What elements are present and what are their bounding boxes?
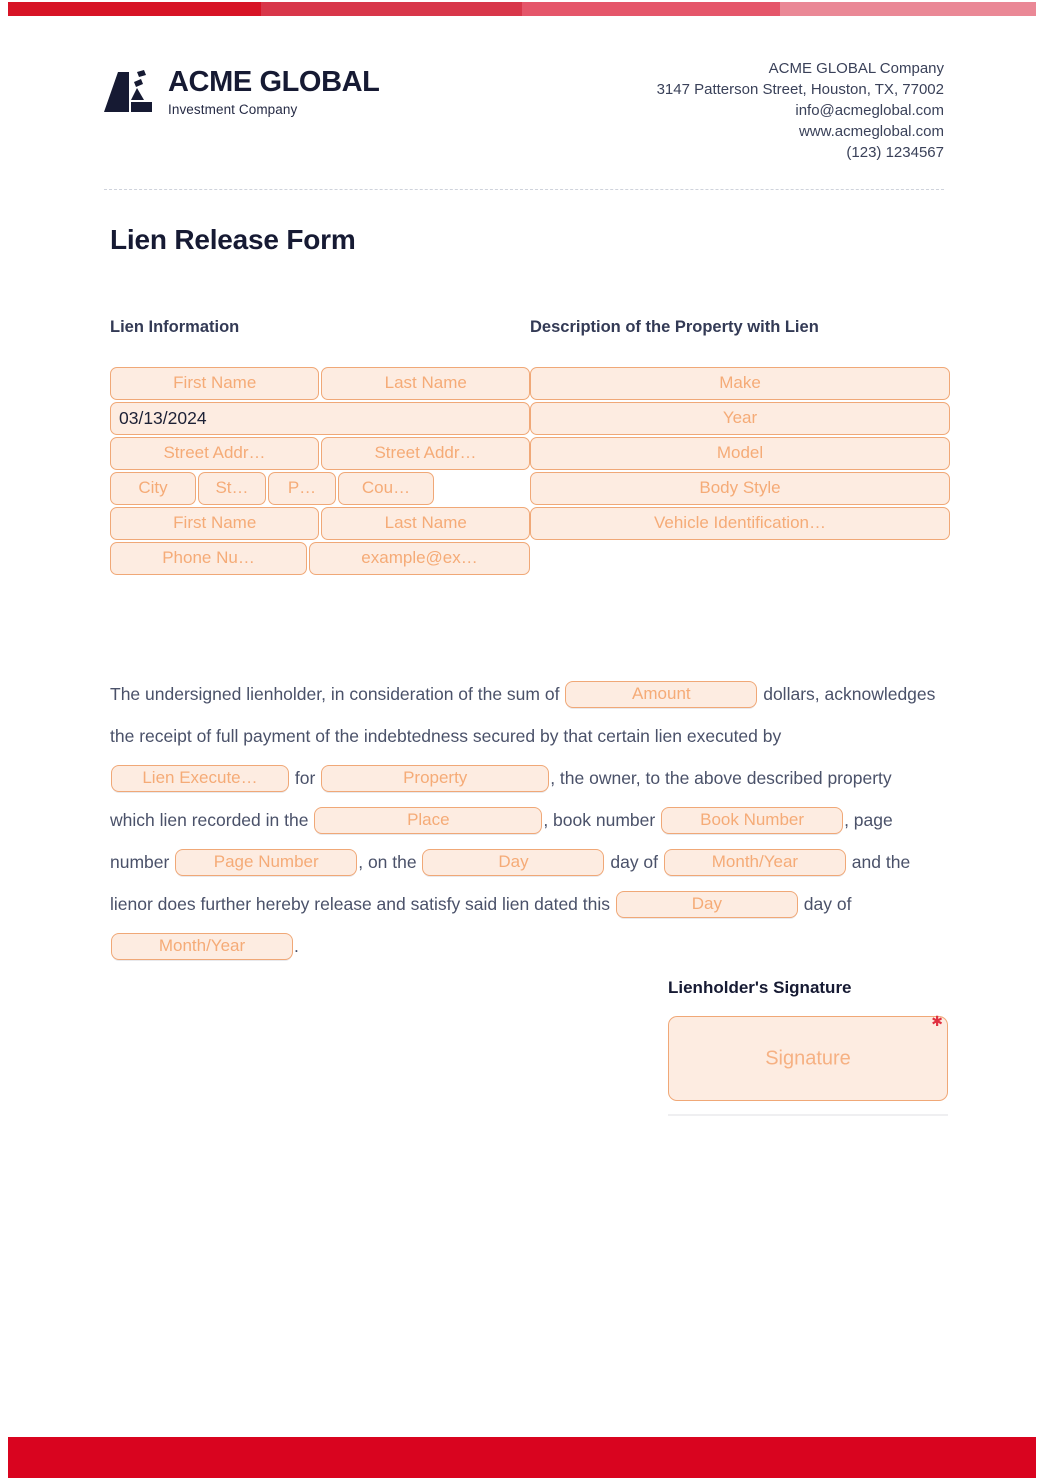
- contact-last-name-input[interactable]: Last Name: [321, 507, 530, 540]
- statement-text-2: dollars, acknowledges the receipt of full payment of the indebtedness secured by that certain lien executed by: [110, 684, 936, 746]
- contact-first-name-input[interactable]: First Name: [110, 507, 319, 540]
- signed-day-input[interactable]: Day: [616, 891, 798, 918]
- street-address-2-input[interactable]: Street Addr…: [321, 437, 530, 470]
- lien-information-heading: Lien Information: [110, 318, 240, 336]
- company-email-line: info@acmeglobal.com: [795, 102, 944, 119]
- body-style-row: [530, 472, 950, 505]
- date-input[interactable]: 03/13/2024: [110, 402, 530, 435]
- statement-text-5: , book number: [543, 810, 656, 830]
- brand-subtitle: Investment Company: [168, 102, 298, 117]
- acme-mountain-logo-icon: [104, 70, 152, 114]
- postal-code-input[interactable]: P…: [268, 472, 336, 505]
- signature-underline: [668, 1114, 948, 1116]
- contact-name-row: [110, 507, 530, 540]
- vin-row: [530, 507, 950, 540]
- company-website-line: www.acmeglobal.com: [798, 123, 944, 140]
- banner-segment-1: [8, 2, 261, 16]
- brand-name: ACME GLOBAL: [168, 66, 380, 98]
- brand-wordmark: [168, 68, 379, 117]
- model-input[interactable]: Model: [530, 437, 950, 470]
- month-year-input[interactable]: Month/Year: [664, 849, 846, 876]
- signature-input[interactable]: [668, 1013, 948, 1101]
- make-row: [530, 367, 950, 400]
- phone-input[interactable]: Phone Nu…: [110, 542, 307, 575]
- statement-text-9: and the lienor does further hereby release and satisfy said lien dated this: [110, 852, 911, 914]
- book-number-input[interactable]: Book Number: [661, 807, 843, 834]
- form-sections: [0, 318, 1044, 577]
- amount-input[interactable]: Amount: [565, 681, 757, 708]
- company-address-line: 3147 Patterson Street, Houston, TX, 77002: [656, 81, 944, 98]
- country-input[interactable]: Cou…: [338, 472, 434, 505]
- document-header: [0, 16, 1044, 163]
- statement-text-6: , page number: [110, 810, 893, 872]
- page-title: Lien Release Form: [110, 224, 356, 255]
- statement-text-3: for: [294, 768, 316, 788]
- property-description-section: [530, 318, 950, 577]
- date-row: [110, 402, 530, 435]
- lienholder-name-row: [110, 367, 530, 400]
- year-input[interactable]: Year: [530, 402, 950, 435]
- company-contact-info: [657, 58, 944, 163]
- company-logo: [104, 58, 379, 117]
- banner-segment-4: [780, 2, 1036, 16]
- signed-month-year-input[interactable]: Month/Year: [111, 933, 293, 960]
- make-input[interactable]: Make: [530, 367, 950, 400]
- statement-text-7: , on the: [358, 852, 417, 872]
- header-divider: [104, 189, 944, 190]
- document-page: [0, 16, 1044, 1069]
- banner-segment-3: [522, 2, 780, 16]
- phone-email-row: [110, 542, 530, 575]
- city-state-postal-country-row: [110, 472, 530, 505]
- body-style-input[interactable]: Body Style: [530, 472, 950, 505]
- street-address-row: [110, 437, 530, 470]
- email-input[interactable]: example@ex…: [309, 542, 530, 575]
- signature-placeholder: Signature: [765, 1047, 851, 1069]
- required-asterisk-icon: ✱: [931, 1013, 943, 1029]
- statement-text-10: day of: [803, 894, 852, 914]
- last-name-input[interactable]: Last Name: [321, 367, 530, 400]
- top-color-banner: [8, 2, 1036, 16]
- company-phone-line: (123) 1234567: [846, 144, 944, 161]
- first-name-input[interactable]: First Name: [110, 367, 319, 400]
- street-address-1-input[interactable]: Street Addr…: [110, 437, 319, 470]
- release-statement-paragraph: [0, 673, 1044, 967]
- statement-text-1: The undersigned lienholder, in consideration of the sum of: [110, 684, 560, 704]
- place-input[interactable]: Place: [314, 807, 542, 834]
- bottom-color-banner: [8, 1437, 1036, 1478]
- year-row: [530, 402, 950, 435]
- company-name-line: ACME GLOBAL Company: [768, 60, 944, 77]
- banner-segment-2: [261, 2, 522, 16]
- city-input[interactable]: City: [110, 472, 196, 505]
- lien-information-section: [110, 318, 530, 577]
- property-description-heading: Description of the Property with Lien: [530, 318, 819, 336]
- statement-text-8: day of: [610, 852, 659, 872]
- vin-input[interactable]: Vehicle Identification…: [530, 507, 950, 540]
- lien-executed-by-input[interactable]: Lien Execute…: [111, 765, 289, 792]
- signature-section: [668, 978, 948, 1116]
- statement-text-4: , the owner, to the above described property which lien recorded in the: [110, 768, 892, 830]
- statement-text-11: .: [294, 936, 299, 956]
- day-input[interactable]: Day: [422, 849, 604, 876]
- signature-heading: Lienholder's Signature: [668, 978, 852, 997]
- property-owner-input[interactable]: Property: [321, 765, 549, 792]
- page-number-input[interactable]: Page Number: [175, 849, 357, 876]
- model-row: [530, 437, 950, 470]
- state-input[interactable]: St…: [198, 472, 266, 505]
